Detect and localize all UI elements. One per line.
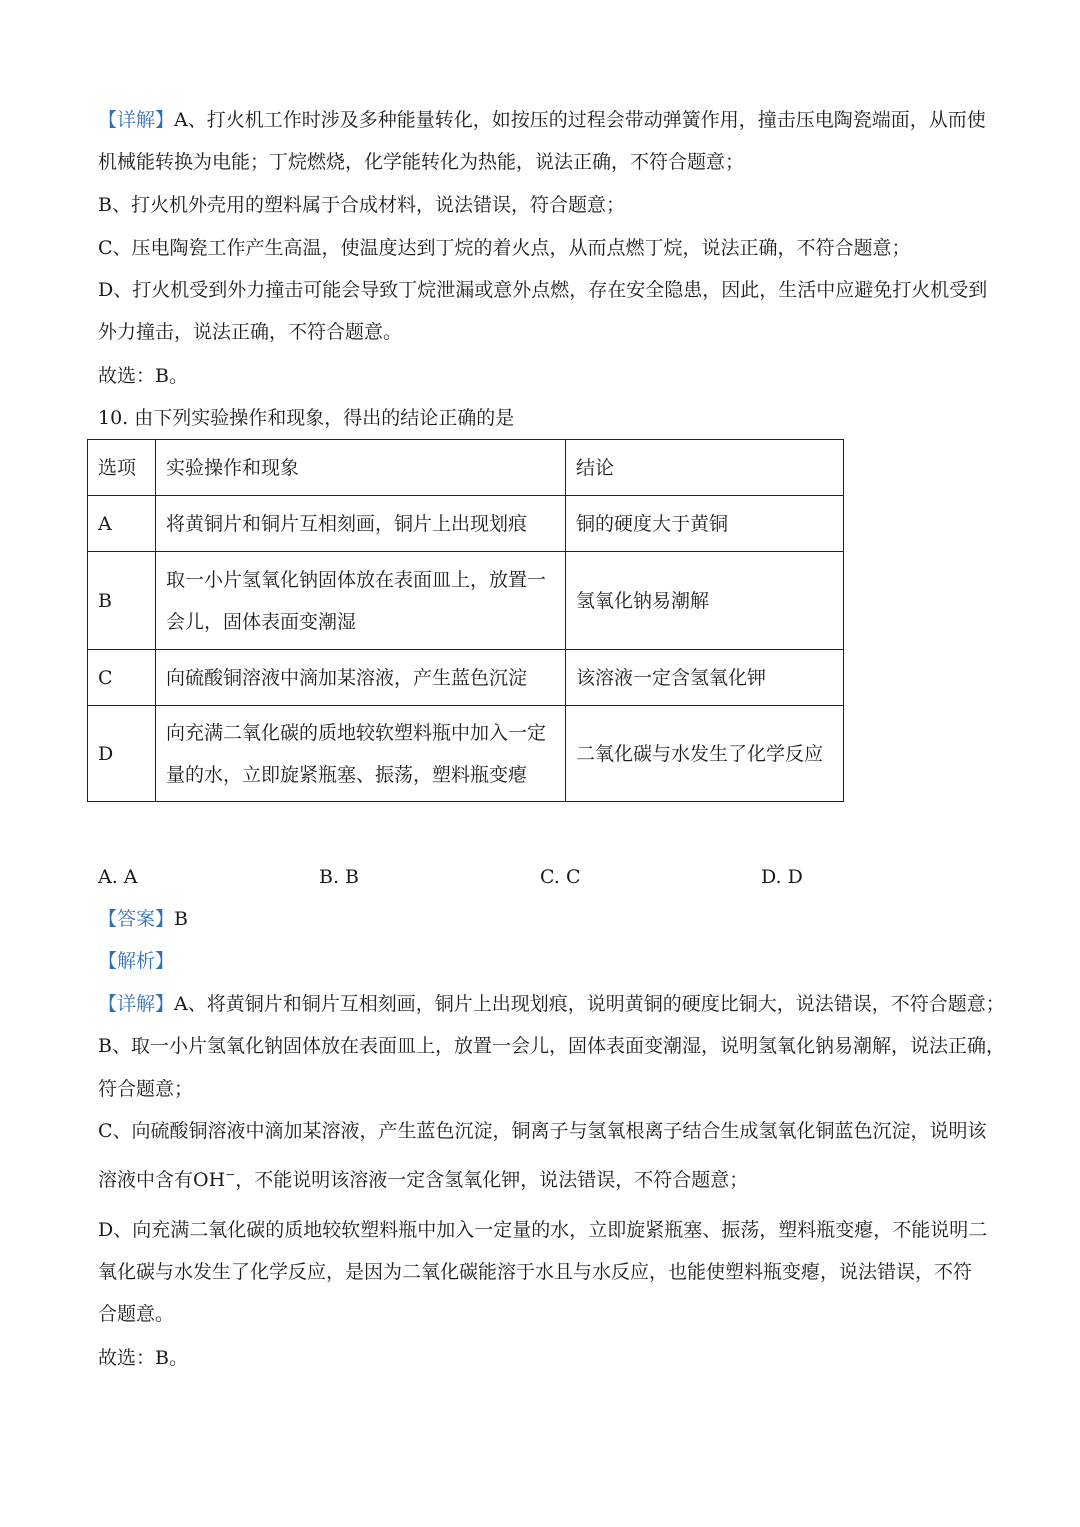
hydroxide-charge: − bbox=[225, 1167, 236, 1182]
row-operation-line-2: 会儿，固体表面变潮湿 bbox=[166, 610, 357, 633]
row-operation: 将黄铜片和铜片互相刻画，铜片上出现划痕 bbox=[156, 496, 566, 552]
explain-line-4: C、向硫酸铜溶液中滴加某溶液，产生蓝色沉淀，铜离子与氢氧根离子结合生成氢氧化铜蓝色沉淀，说明该 bbox=[98, 1120, 987, 1142]
header-conclusion: 结论 bbox=[566, 440, 844, 496]
option-b: B. B bbox=[319, 866, 360, 888]
option-d: D. D bbox=[761, 866, 803, 888]
row-option: C bbox=[88, 650, 156, 706]
row-operation-line-2: 量的水，立即旋紧瓶塞、振荡，塑料瓶变瘪 bbox=[166, 763, 528, 786]
option-a: A. A bbox=[98, 866, 138, 888]
table-row bbox=[88, 650, 844, 706]
question-stem: 10. 由下列实验操作和现象，得出的结论正确的是 bbox=[98, 407, 515, 429]
prev-explain-label: 【详解】 bbox=[98, 109, 175, 131]
explain-text-5-pre: 溶液中含有OH bbox=[98, 1169, 226, 1191]
explain-text-5-post: ，不能说明该溶液一定含氢氧化钾，说法错误，不符合题意； bbox=[235, 1169, 749, 1191]
prev-choice: 故选：B。 bbox=[98, 365, 188, 387]
table-row bbox=[88, 706, 844, 802]
explain-line-1 bbox=[98, 992, 1005, 1016]
table-header-row bbox=[88, 440, 844, 496]
prev-explain-line-5: D、打火机受到外力撞击可能会导致丁烷泄漏或意外点燃，存在安全隐患，因此，生活中应避免打火机受到 bbox=[98, 279, 988, 301]
explain-line-7: 氧化碳与水发生了化学反应，是因为二氧化碳能溶于水且与水反应，也能使塑料瓶变瘪，说法错误，不符 bbox=[98, 1261, 973, 1283]
row-operation: 向硫酸铜溶液中滴加某溶液，产生蓝色沉淀 bbox=[156, 650, 566, 706]
header-operation: 实验操作和现象 bbox=[156, 440, 566, 496]
row-option: A bbox=[88, 496, 156, 552]
experiment-table bbox=[87, 439, 844, 802]
table-row bbox=[88, 552, 844, 650]
row-option: D bbox=[88, 706, 156, 802]
explain-line-2: B、取一小片氢氧化钠固体放在表面皿上，放置一会儿，固体表面变潮湿，说明氢氧化钠易潮解，说法正确， bbox=[98, 1035, 1005, 1057]
answer-value: B bbox=[174, 908, 188, 930]
answer-line bbox=[98, 907, 188, 931]
prev-explain-line-6: 外力撞击，说法正确，不符合题意。 bbox=[98, 321, 403, 343]
header-option: 选项 bbox=[88, 440, 156, 496]
explain-line-8: 合题意。 bbox=[98, 1303, 175, 1325]
prev-explain-text-1: A、打火机工作时涉及多种能量转化，如按压的过程会带动弹簧作用，撞击压电陶瓷端面，从而使 bbox=[174, 109, 986, 131]
row-operation bbox=[156, 552, 566, 650]
prev-explain-line-4: C、压电陶瓷工作产生高温，使温度达到丁烷的着火点，从而点燃丁烷，说法正确，不符合题意； bbox=[98, 237, 911, 259]
row-operation bbox=[156, 706, 566, 802]
row-operation-line-1: 向充满二氧化碳的质地较软塑料瓶中加入一定 bbox=[166, 721, 547, 744]
explain-label: 【详解】 bbox=[98, 993, 175, 1015]
row-conclusion: 二氧化碳与水发生了化学反应 bbox=[566, 706, 844, 802]
explain-choice: 故选：B。 bbox=[98, 1347, 188, 1369]
analysis-label: 【解析】 bbox=[98, 950, 175, 972]
option-c: C. C bbox=[540, 866, 581, 888]
explain-line-5 bbox=[98, 1168, 748, 1192]
prev-explain-line-3: B、打火机外壳用的塑料属于合成材料，说法错误，符合题意； bbox=[98, 194, 625, 216]
row-option: B bbox=[88, 552, 156, 650]
explain-line-6: D、向充满二氧化碳的质地较软塑料瓶中加入一定量的水，立即旋紧瓶塞、振荡，塑料瓶变瘪，不能说明二 bbox=[98, 1219, 988, 1241]
answer-label: 【答案】 bbox=[98, 908, 175, 930]
prev-explain-line-1 bbox=[98, 108, 986, 132]
row-conclusion: 氢氧化钠易潮解 bbox=[566, 552, 844, 650]
explain-text-1: A、将黄铜片和铜片互相刻画，铜片上出现划痕，说明黄铜的硬度比铜大，说法错误，不符合题意； bbox=[174, 993, 1005, 1015]
row-conclusion: 该溶液一定含氢氧化钾 bbox=[566, 650, 844, 706]
prev-explain-line-2: 机械能转换为电能；丁烷燃烧，化学能转化为热能，说法正确，不符合题意； bbox=[98, 151, 745, 173]
row-conclusion: 铜的硬度大于黄铜 bbox=[566, 496, 844, 552]
row-operation-line-1: 取一小片氢氧化钠固体放在表面皿上，放置一 bbox=[166, 568, 547, 591]
table-row bbox=[88, 496, 844, 552]
explain-line-3: 符合题意； bbox=[98, 1078, 194, 1100]
